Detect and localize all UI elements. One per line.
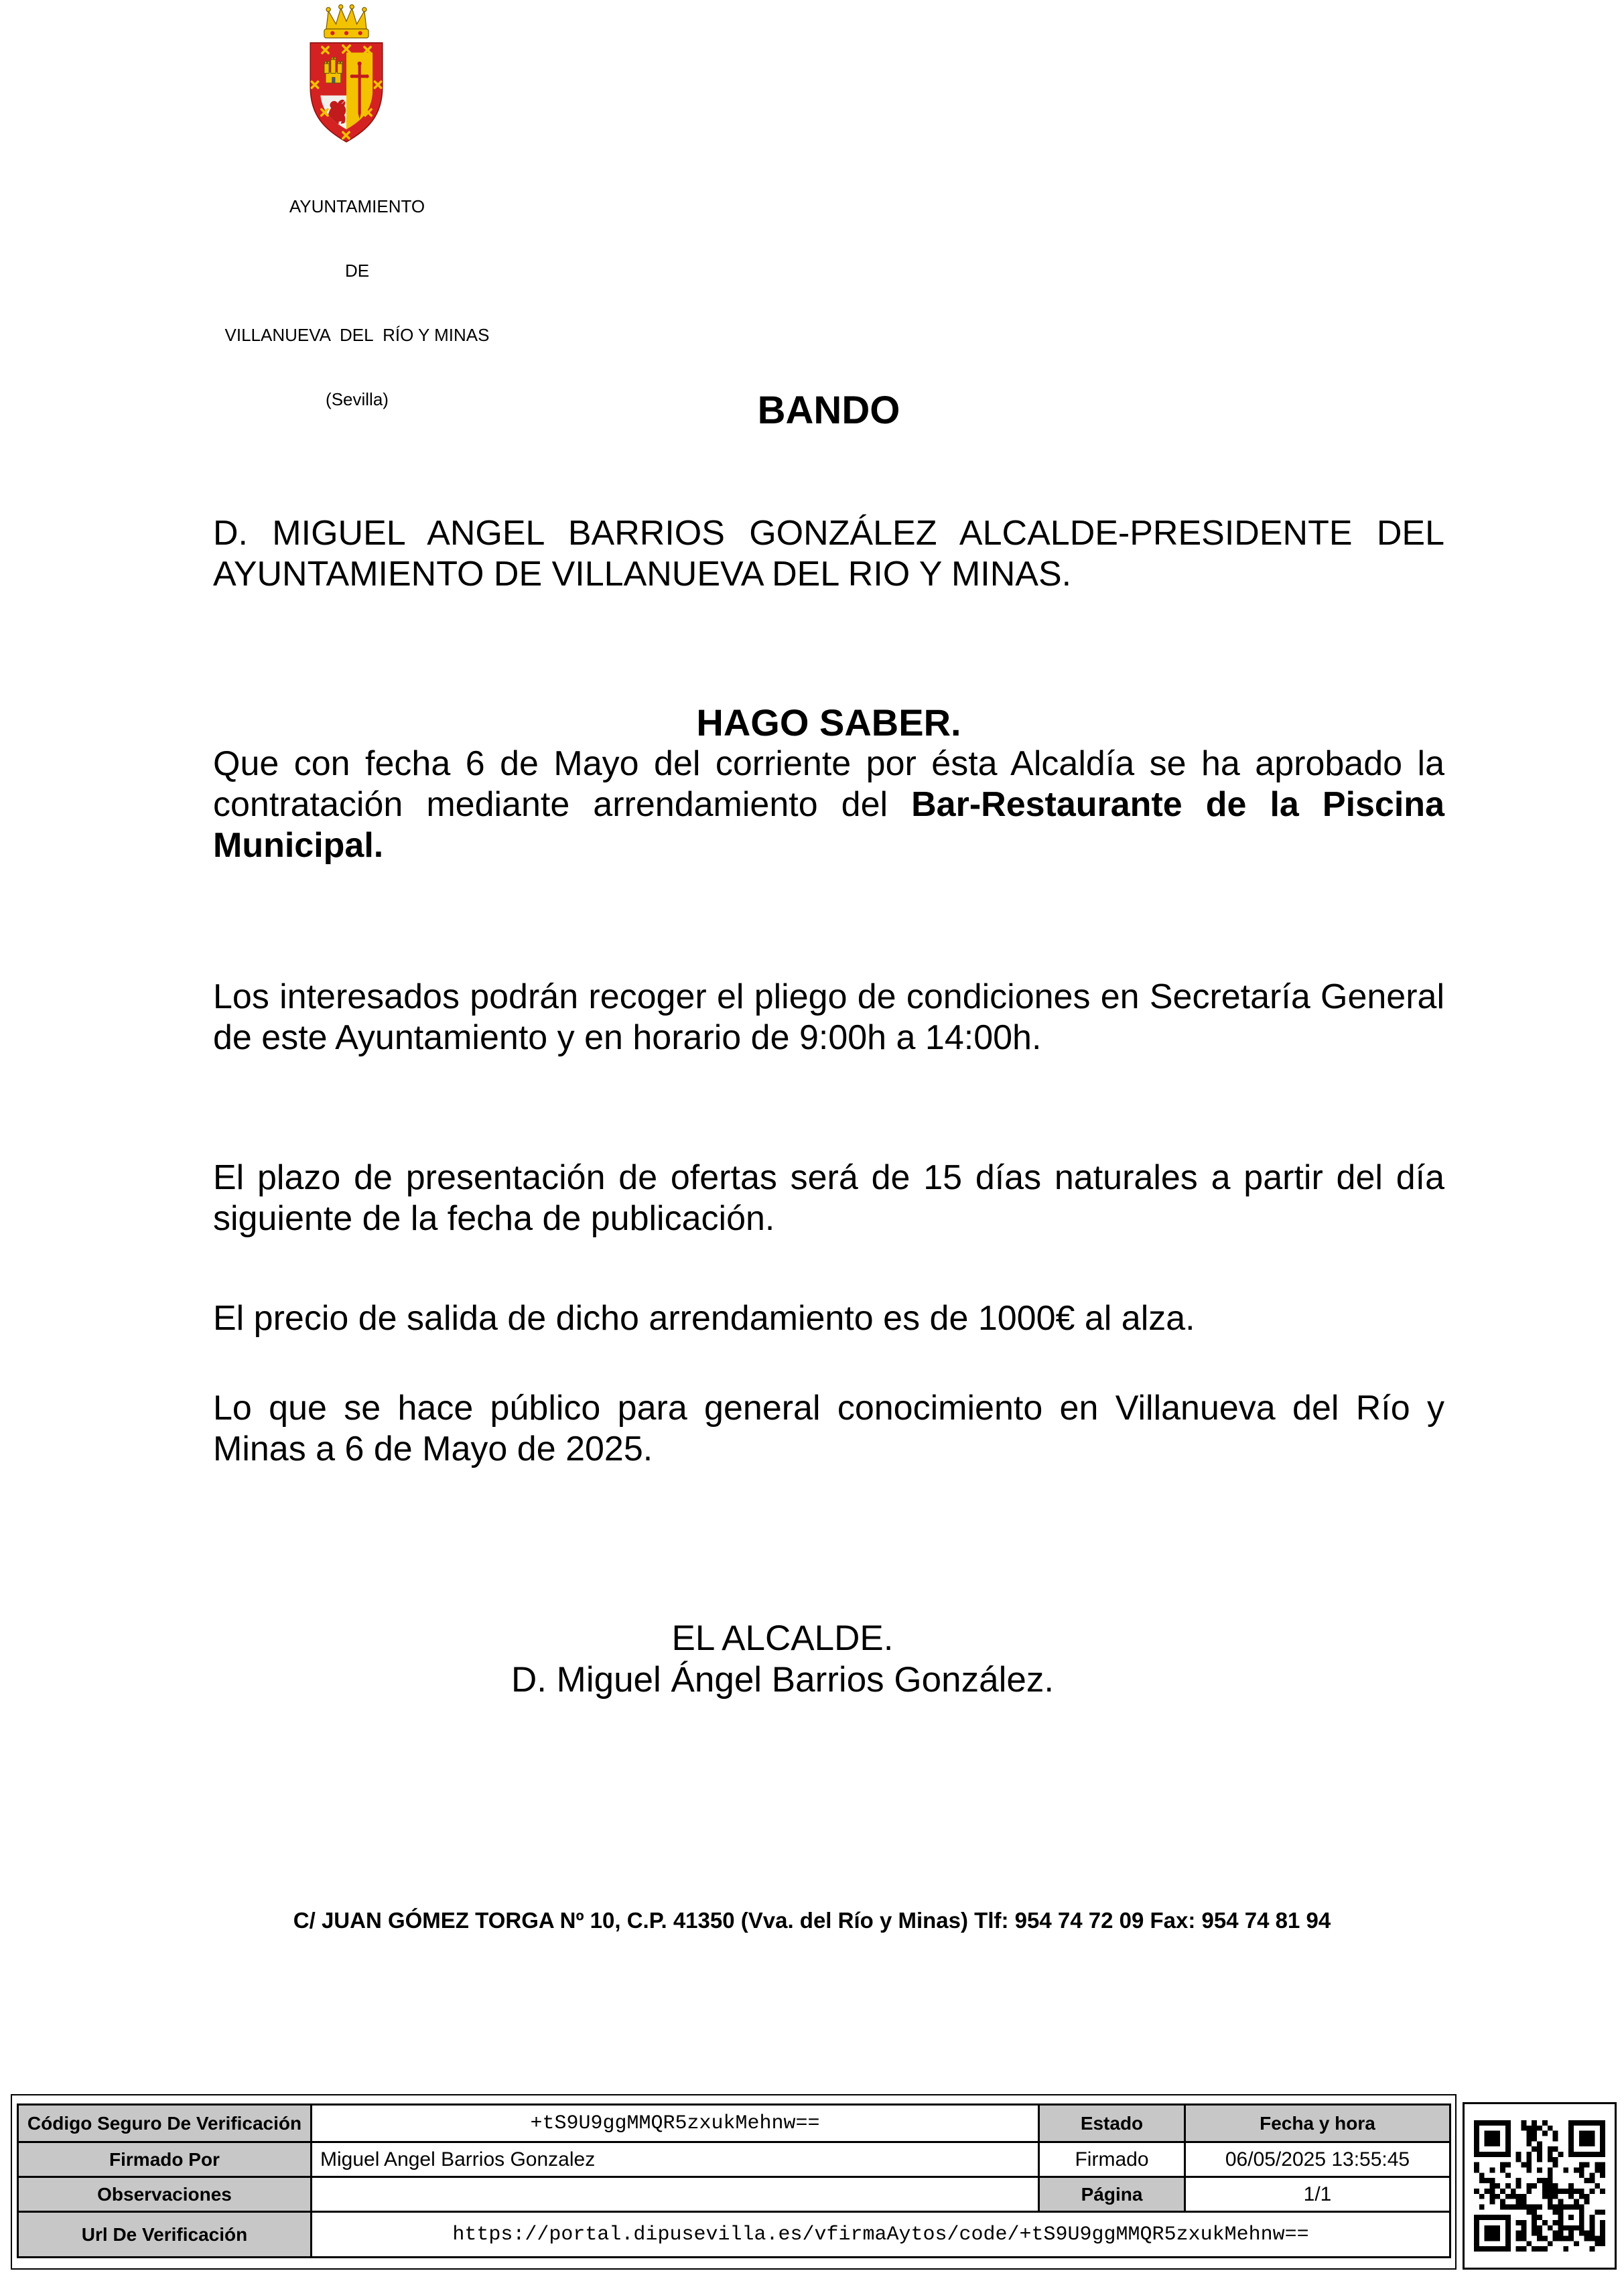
firmado-por-label: Firmado Por	[18, 2142, 312, 2177]
paragraph-precio: El precio de salida de dicho arrendamiento es de 1000€ al alza.	[213, 1299, 1195, 1338]
observaciones-value	[312, 2177, 1039, 2212]
signature-block	[213, 1618, 1352, 1701]
paragraph-plazo: El plazo de presentación de ofertas será de 15 días naturales a partir del día siguiente de la fecha de publicación.	[213, 1158, 1444, 1238]
coat-of-arms-graphic	[303, 4, 390, 146]
verification-table	[17, 2103, 1451, 2258]
signature-name: D. Miguel Ángel Barrios González.	[511, 1660, 1055, 1700]
url-label: Url De Verificación	[18, 2212, 312, 2258]
verification-container	[11, 2094, 1457, 2270]
qr-code-box	[1463, 2102, 1617, 2270]
fecha-hora-value: 06/05/2025 13:55:45	[1185, 2142, 1450, 2177]
estado-label: Estado	[1039, 2105, 1185, 2142]
csv-label: Código Seguro De Verificación	[18, 2105, 312, 2142]
url-value: https://portal.dipusevilla.es/vfirmaAytos/code/+tS9U9ggMMQR5zxukMehnw==	[312, 2212, 1450, 2258]
coat-of-arms	[303, 4, 390, 146]
table-row-csv	[18, 2105, 1450, 2142]
paragraph-pliego: Los interesados podrán recoger el pliego de condiciones en Secretaría General de este Ayuntamiento y en horario de 9:00h a 14:00h.	[213, 977, 1444, 1057]
firmado-por-value: Miguel Angel Barrios Gonzalez	[312, 2142, 1039, 2177]
qr-code	[1474, 2120, 1605, 2252]
paragraph-publicacion: Lo que se hace público para general conocimiento en Villanueva del Río y Minas a 6 de Mayo de 2025.	[213, 1389, 1444, 1468]
paragraph-contratacion-text: Que con fecha 6 de Mayo del corriente por ésta Alcaldía se ha aprobado la contratación mediante arrendamiento del	[213, 744, 1444, 824]
signature-role: EL ALCALDE.	[671, 1618, 894, 1658]
page-title: BANDO	[757, 389, 900, 432]
table-row-observaciones	[18, 2177, 1450, 2212]
paragraph-contratacion	[213, 744, 1444, 866]
subtitle-hago-saber: HAGO SABER.	[696, 701, 961, 744]
intro-paragraph: D. MIGUEL ANGEL BARRIOS GONZÁLEZ ALCALDE-PRESIDENTE DEL AYUNTAMIENTO DE VILLANUEVA DEL RIO Y MINAS.	[213, 514, 1444, 594]
org-line-de: DE	[344, 261, 370, 281]
estado-value: Firmado	[1039, 2142, 1185, 2177]
org-line-municipality: VILLANUEVA DEL RÍO Y MINAS	[224, 325, 490, 345]
pagina-value: 1/1	[1185, 2177, 1450, 2212]
fecha-hora-label: Fecha y hora	[1185, 2105, 1450, 2142]
pagina-label: Página	[1039, 2177, 1185, 2212]
paragraph-contratacion-bold: Bar-Restaurante de la Piscina Municipal.	[213, 785, 1444, 865]
org-line-ayuntamiento: AYUNTAMIENTO	[289, 196, 425, 216]
org-line-province: (Sevilla)	[326, 389, 389, 409]
observaciones-label: Observaciones	[18, 2177, 312, 2212]
table-row-firmado	[18, 2142, 1450, 2177]
csv-value: +tS9U9ggMMQR5zxukMehnw==	[312, 2105, 1039, 2142]
table-row-url	[18, 2212, 1450, 2258]
footer-address: C/ JUAN GÓMEZ TORGA Nº 10, C.P. 41350 (Vva. del Río y Minas) Tlf: 954 74 72 09 Fax: 954 74 81 94	[293, 1908, 1331, 1933]
